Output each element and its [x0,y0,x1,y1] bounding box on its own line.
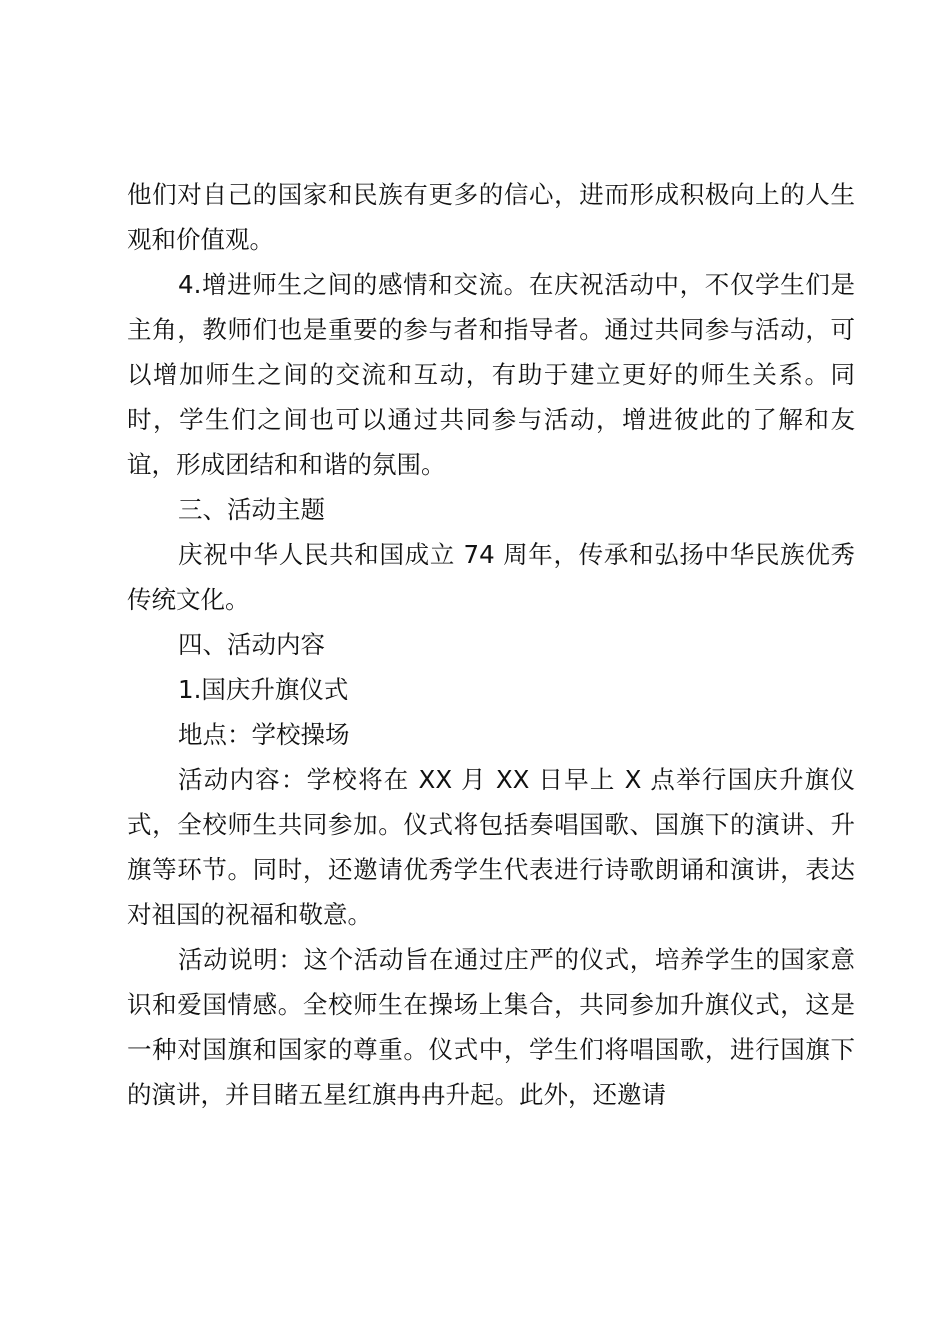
paragraph-continuation: 他们对自己的国家和民族有更多的信心，进而形成积极向上的人生观和价值观。 [127,180,855,254]
document-body [127,172,855,1117]
paragraph-activity-description: 活动说明：这个活动旨在通过庄严的仪式，培养学生的国家意识和爱国情感。全校师生在操场上集合，共同参加升旗仪式，这是一种对国旗和国家的尊重。仪式中，学生们将唱国歌，进行国旗下的演讲，并目睹五星红旗冉冉升起。此外，还邀请 [127,945,855,1109]
section-heading-content: 四、活动内容 [178,630,325,659]
paragraph-theme: 庆祝中华人民共和国成立 74 周年，传承和弘扬中华民族优秀传统文化。 [127,540,855,614]
paragraph-activity-content: 活动内容：学校将在 XX 月 XX 日早上 X 点举行国庆升旗仪式，全校师生共同参加。仪式将包括奏唱国歌、国旗下的演讲、升旗等环节。同时，还邀请优秀学生代表进行诗歌朗诵和演讲，表达对祖国的祝福和敬意。 [127,765,855,929]
section-heading-theme: 三、活动主题 [178,495,325,524]
subheading-flag-ceremony: 1.国庆升旗仪式 [178,675,349,704]
paragraph-location: 地点：学校操场 [178,720,350,749]
paragraph-point-4: 4.增进师生之间的感情和交流。在庆祝活动中，不仅学生们是主角，教师们也是重要的参与者和指导者。通过共同参与活动，可以增加师生之间的交流和互动，有助于建立更好的师生关系。同时，学生们之间也可以通过共同参与活动，增进彼此的了解和友谊，形成团结和和谐的氛围。 [127,270,855,479]
